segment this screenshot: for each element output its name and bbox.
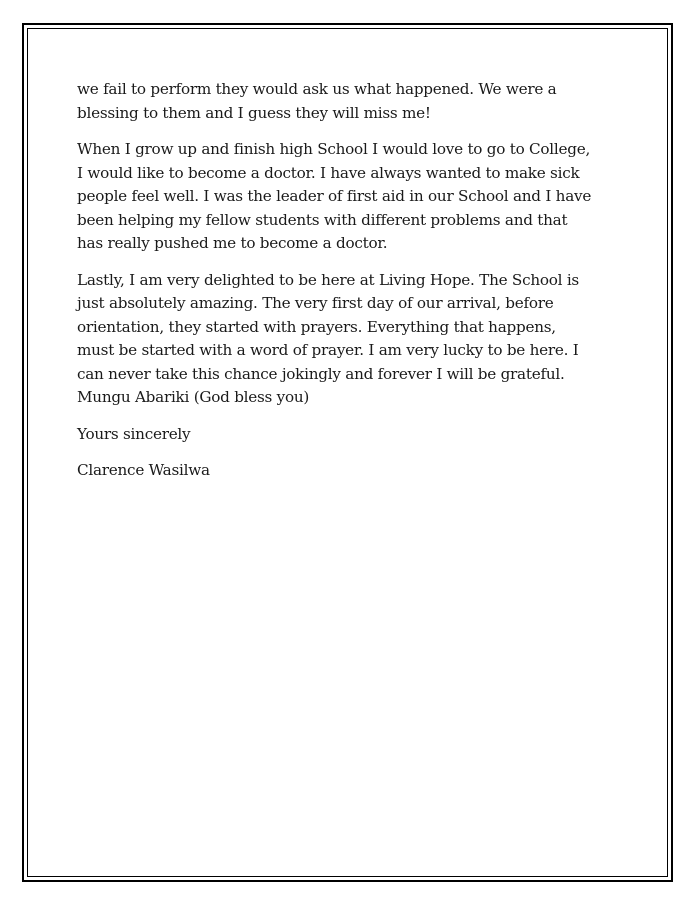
text-line: we fail to perform they would ask us what happened. We were a <box>77 80 557 98</box>
text-line: blessing to them and I guess they will miss me! <box>77 103 431 122</box>
closing-line <box>77 423 625 447</box>
text-line: Lastly, I am very delighted to be here at Living Hope. The School is <box>77 270 579 289</box>
closing-text: Yours sincerely <box>77 424 191 443</box>
text-line: just absolutely amazing. The very first day of our arrival, before <box>77 294 554 312</box>
text-line: been helping my fellow students with different problems and that <box>77 210 568 229</box>
signature-line <box>77 459 625 483</box>
text-line: people feel well. I was the leader of first aid in our School and I have <box>77 187 592 205</box>
text-line: orientation, they started with prayers. Everything that happens, <box>77 317 556 336</box>
paragraph-3 <box>77 269 625 410</box>
letter-body <box>77 78 625 496</box>
signature-name: Clarence Wasilwa <box>77 461 210 479</box>
paragraph-1 <box>77 78 625 125</box>
text-line: Mungu Abariki (God bless you) <box>77 388 310 406</box>
text-line: When I grow up and finish high School I would love to go to College, <box>77 140 591 158</box>
text-line: must be started with a word of prayer. I am very lucky to be here. I <box>77 341 579 359</box>
paragraph-2 <box>77 138 625 256</box>
text-line: I would like to become a doctor. I have always wanted to make sick <box>77 163 580 182</box>
text-line: has really pushed me to become a doctor. <box>77 234 388 252</box>
text-line: can never take this chance jokingly and forever I will be grateful. <box>77 364 565 383</box>
